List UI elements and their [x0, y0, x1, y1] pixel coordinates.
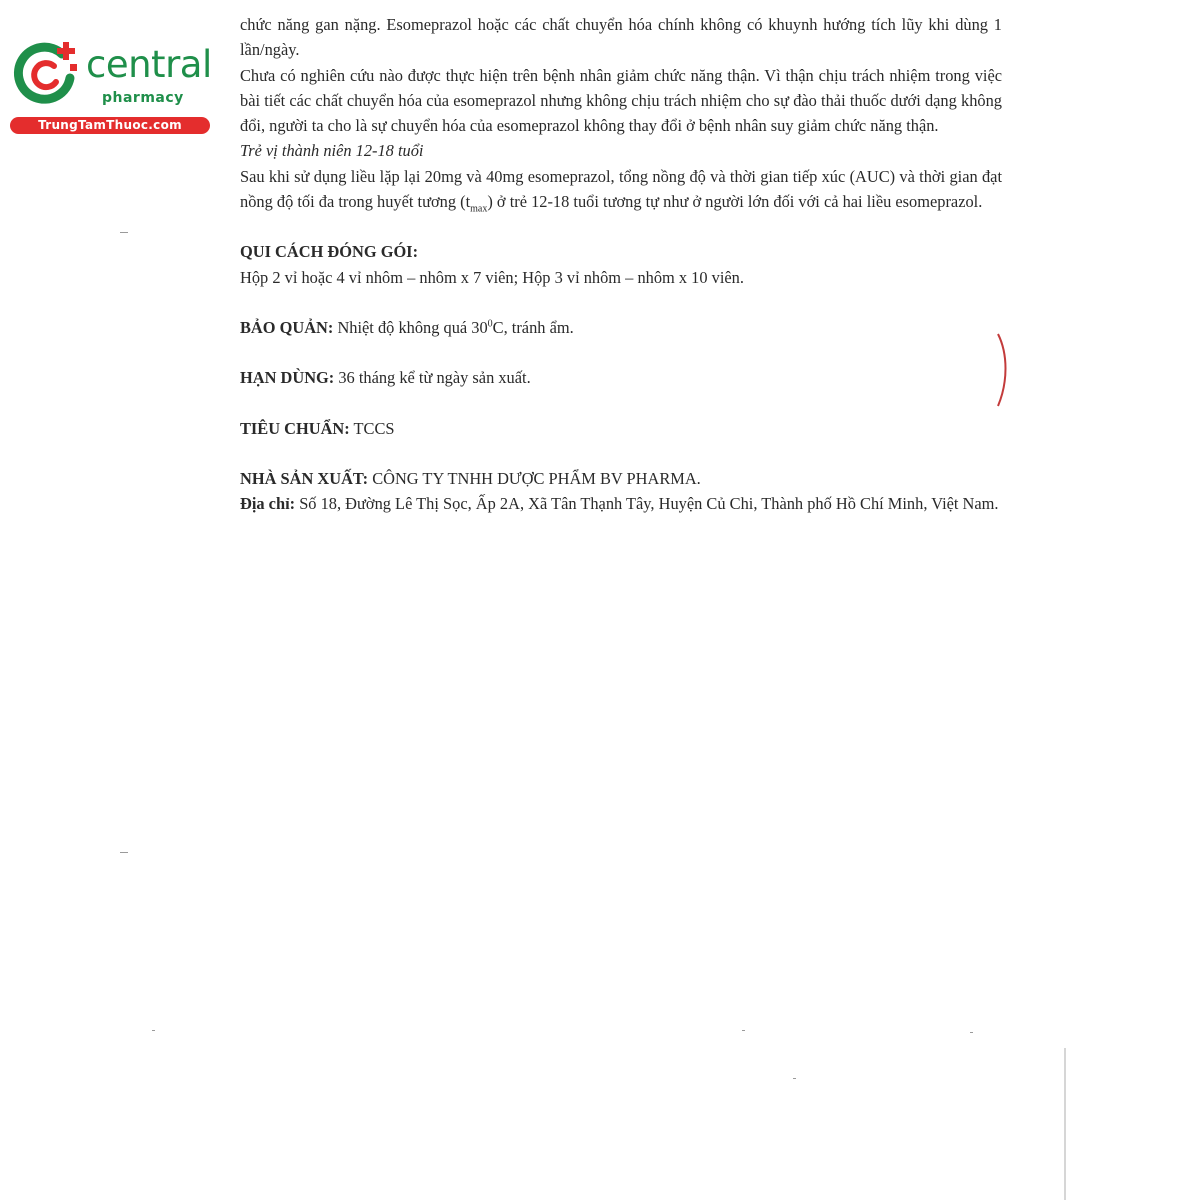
address-line: Địa chỉ: Số 18, Đường Lê Thị Sọc, Ấp 2A, Xã Tân Thạnh Tây, Huyện Củ Chi, Thành phố Hồ Chí Minh, Việt Nam. — [240, 494, 999, 514]
packaging-text: Hộp 2 vỉ hoặc 4 vỉ nhôm – nhôm x 7 viên; Hộp 3 vỉ nhôm – nhôm x 10 viên. — [240, 267, 744, 287]
paragraph-adolescent: Sau khi sử dụng liều lặp lại 20mg và 40mg esomeprazol, tổng nồng độ và thời gian tiếp xúc (AUC) và thời gian đạt nồng độ tối đa trong huyết tương $(t_{max})$ ở trẻ 12-18 tuổi tương tự như ở người lớn đối với cả hai liều esomeprazol. — [240, 166, 1002, 215]
standard-line: TIÊU CHUẨN: TCCS — [240, 418, 395, 438]
scan-speck — [152, 1030, 155, 1031]
storage-line: BẢO QUẢN: Nhiệt độ không quá $30^0C$, tránh ẩm. — [240, 317, 574, 337]
scan-speck — [120, 852, 128, 853]
scan-speck — [742, 1030, 745, 1031]
central-pharmacy-logo-icon — [10, 38, 82, 110]
scan-speck — [120, 232, 128, 233]
address-heading: Địa chỉ: — [240, 494, 296, 514]
brand-name: central — [86, 43, 212, 86]
paragraph-kidney: Chưa có nghiên cứu nào được thực hiện trên bệnh nhân giảm chức năng thận. Vì thận chịu trách nhiệm trong việc bài tiết các chất chuyển hóa của esomeprazol nhưng không chịu trách nhiệm cho sự đào thải thuốc dưới dạng không đổi, người ta cho là sự chuyển hóa của esomeprazol không thay đổi ở bệnh nhân suy giảm chức năng thận. — [240, 65, 1002, 136]
red-pen-mark — [990, 330, 1014, 410]
paragraph-liver: chức năng gan nặng. Esomeprazol hoặc các chất chuyển hóa chính không có khuynh hướng tích lũy khi dùng 1 lần/ngày. — [240, 15, 1002, 60]
document-body — [240, 12, 1002, 516]
standard-heading: TIÊU CHUẨN: — [240, 418, 350, 438]
expiry-heading: HẠN DÙNG: — [240, 368, 335, 388]
packaging-heading: QUI CÁCH ĐÓNG GÓI: — [240, 242, 419, 262]
storage-heading: BẢO QUẢN: — [240, 317, 334, 337]
scan-speck — [793, 1078, 796, 1079]
scan-edge-line — [1064, 1048, 1066, 1200]
brand-subtitle: pharmacy — [102, 90, 184, 106]
brand-logo — [10, 38, 212, 138]
manufacturer-heading: NHÀ SẢN XUẤT: — [240, 468, 369, 488]
brand-website: TrungTamThuoc.com — [10, 117, 210, 134]
adolescent-subheading: Trẻ vị thành niên 12-18 tuổi — [240, 141, 424, 161]
manufacturer-line: NHÀ SẢN XUẤT: CÔNG TY TNHH DƯỢC PHẨM BV PHARMA. — [240, 468, 701, 488]
scan-speck — [970, 1032, 973, 1033]
expiry-line: HẠN DÙNG: 36 tháng kể từ ngày sản xuất. — [240, 368, 531, 388]
